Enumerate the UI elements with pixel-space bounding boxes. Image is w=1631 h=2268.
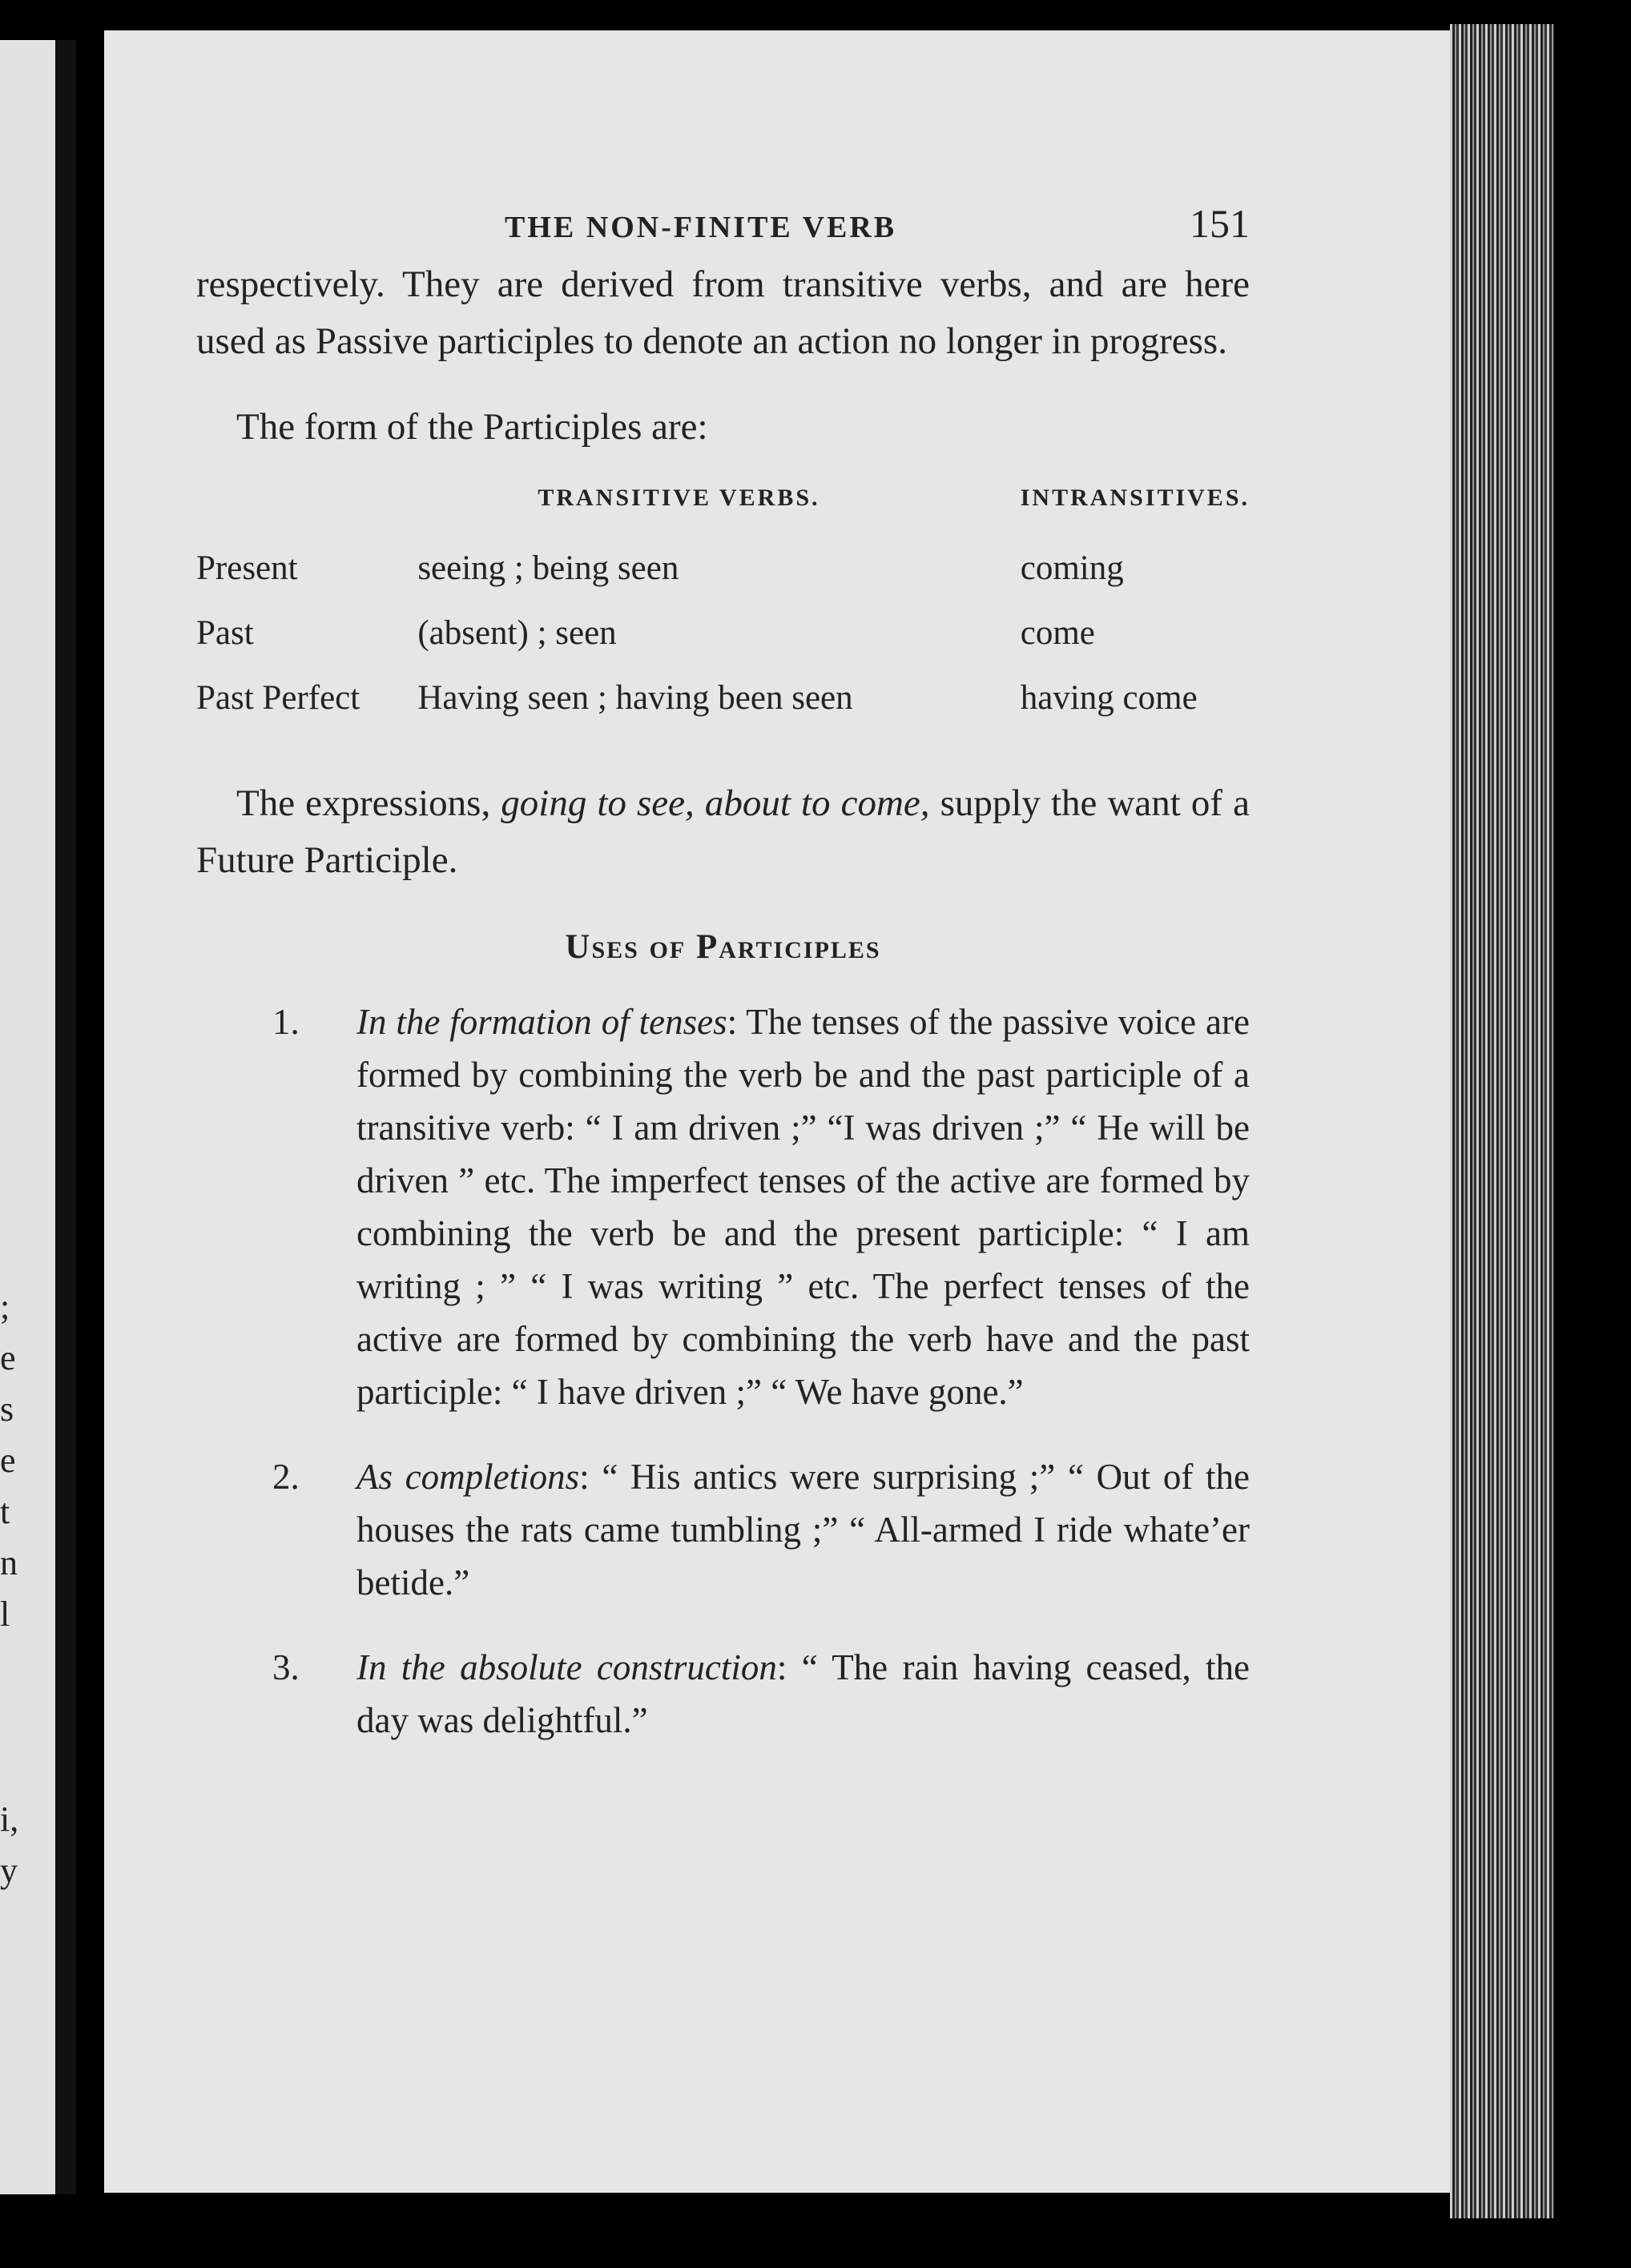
book-gutter — [55, 40, 76, 2194]
page-content — [196, 200, 1250, 1747]
fragment-spacer — [0, 1640, 24, 1691]
list-number: 3. — [272, 1647, 300, 1687]
fragment: s — [0, 1389, 14, 1429]
list-lead: In the formation of tenses — [356, 1002, 727, 1042]
fragment: e — [0, 1338, 16, 1377]
intransitive-cell: come — [1020, 614, 1095, 652]
fragment: ; — [0, 1287, 10, 1326]
future-example: going to see, about to come, — [501, 782, 930, 824]
fragment: e — [0, 1441, 16, 1480]
list-number: 2. — [272, 1457, 300, 1497]
participle-forms-table — [196, 485, 1250, 743]
section-heading: Uses of Participles — [565, 928, 881, 966]
header-intransitive: INTRANSITIVES. — [1020, 485, 1250, 511]
fragment: i, — [0, 1800, 19, 1839]
list-text: : The tenses of the passive voice are formed by combining the verb be and the past participle of a transitive verb: “ I am driven ;” “I was driven ;” “ He will be driven ” etc. The imperfect tenses of the active are formed by combining the verb be and the present participle: “ I am writing ; ” “ I was writing ” etc. The perfect tenses of the active are formed by combining the verb have and the past participle: “ I have driven ;” “ We have gone.” — [356, 1002, 1250, 1412]
list-text: : “ The rain having ceased, the day was delightful.” — [356, 1647, 1250, 1740]
row-label: Present — [196, 549, 298, 587]
future-text-before: The expressions, — [236, 782, 501, 824]
book-fore-edge — [1450, 24, 1554, 2218]
list-item — [196, 1641, 1250, 1747]
transitive-cell: (absent) ; seen — [417, 614, 617, 652]
table-row — [196, 678, 1250, 743]
page-number: 151 — [1190, 201, 1250, 246]
running-head — [196, 200, 1250, 256]
list-item — [196, 1450, 1250, 1609]
previous-page-edge — [0, 40, 76, 2194]
future-text-after: supply the want of a Future Participle. — [196, 782, 1250, 881]
previous-page-text-fragments — [0, 1281, 24, 1896]
table-row — [196, 613, 1250, 678]
table-header-row — [196, 485, 1250, 549]
background-dark — [1554, 0, 1631, 2268]
list-number: 1. — [272, 1002, 300, 1042]
row-label: Past — [196, 614, 254, 652]
intro-paragraph: respectively. They are derived from transitive verbs, and are here used as Passive participles to denote an action no longer in progress. — [196, 263, 1250, 362]
list-lead: As completions — [356, 1457, 580, 1497]
fragment: n — [0, 1543, 18, 1582]
table-row — [196, 549, 1250, 613]
fragment: y — [0, 1851, 18, 1890]
transitive-cell: Having seen ; having been seen — [417, 679, 853, 717]
fragment-spacer — [0, 1743, 24, 1794]
transitive-cell: seeing ; being seen — [417, 549, 679, 587]
list-lead: In the absolute construction — [356, 1647, 777, 1687]
form-intro: The form of the Participles are: — [236, 406, 708, 448]
running-title: THE NON-FINITE VERB — [505, 211, 897, 244]
list-text: : “ His antics were surprising ;” “ Out of the houses the rats came tumbling ;” “ All-armed I ride whate’er betide.” — [356, 1457, 1250, 1602]
intransitive-cell: coming — [1020, 549, 1124, 587]
fragment-spacer — [0, 1691, 24, 1743]
intransitive-cell: having come — [1020, 679, 1198, 717]
fragment: t — [0, 1492, 10, 1531]
future-participle-paragraph — [196, 775, 1250, 889]
fragment: l — [0, 1594, 10, 1634]
header-transitive: TRANSITIVE VERBS. — [538, 485, 820, 511]
list-item — [196, 995, 1250, 1418]
header-empty — [196, 485, 417, 549]
row-label: Past Perfect — [196, 679, 360, 717]
